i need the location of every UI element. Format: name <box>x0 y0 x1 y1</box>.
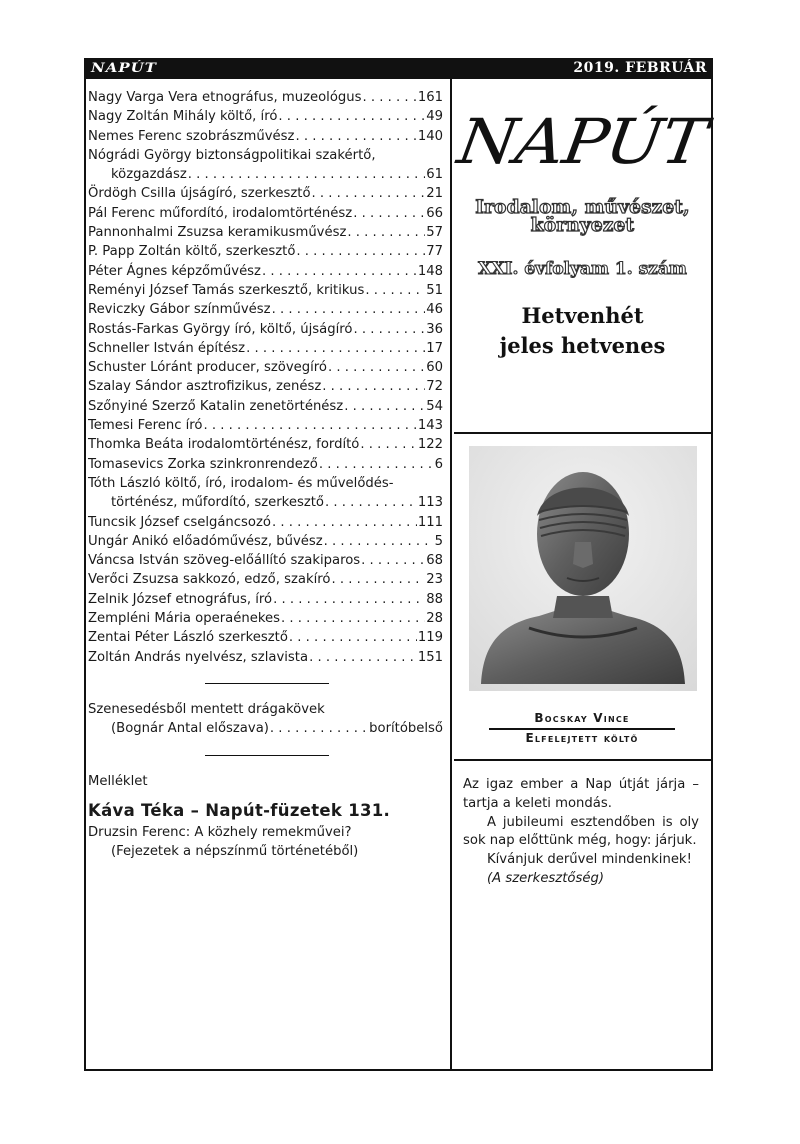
dot-leader <box>319 455 434 474</box>
contents-entry <box>88 204 443 223</box>
entry-page: 72 <box>426 379 443 395</box>
entry-name: Váncsa István szöveg-előállító szakiparos <box>88 553 361 569</box>
contents-entry <box>88 570 443 589</box>
entry-name: Zentai Péter László szerkesztő <box>88 630 288 646</box>
issue-headline <box>454 301 711 361</box>
entry-name: Szőnyiné Szerző Katalin zenetörténész <box>88 398 344 414</box>
caption-name: Bocskay Vince <box>534 711 630 725</box>
dot-leader <box>281 609 425 628</box>
entry-page: 88 <box>426 591 443 607</box>
entry-page: 61 <box>426 167 443 183</box>
supplement-label: Melléklet <box>88 773 148 789</box>
caption-bottom-rule <box>454 759 711 761</box>
contents-entry <box>88 609 443 628</box>
contents-entry <box>88 513 443 532</box>
dot-leader <box>312 184 426 203</box>
contents-list <box>88 88 443 667</box>
header-bar <box>86 58 711 79</box>
entry-name: Pál Ferenc műfordító, irodalomtörténész <box>88 205 353 221</box>
headline-line-1: Hetvenhét <box>521 303 644 328</box>
entry-page: 122 <box>417 437 443 453</box>
entry-page: 60 <box>426 360 443 376</box>
entry-name: Nagy Zoltán Mihály költő, író <box>88 109 278 125</box>
cover-photo <box>469 446 697 691</box>
motto-signature: (A szerkesztőség) <box>487 870 604 886</box>
issue-date: 2019. FEBRUÁR <box>573 60 707 76</box>
entry-name: Pannonhalmi Zsuzsa keramikusművész <box>88 225 347 241</box>
extra-line-2: (Bognár Antal előszava) <box>111 721 269 737</box>
entry-page: 148 <box>417 263 443 279</box>
entry-name: Zelnik József etnográfus, író <box>88 591 273 607</box>
contents-entry <box>88 223 443 242</box>
entry-name: Nagy Varga Vera etnográfus, muzeológus <box>88 90 362 105</box>
dot-leader <box>188 165 425 184</box>
page-frame <box>84 58 713 1071</box>
caption-rule <box>489 728 675 730</box>
motto-p3: Kívánjuk derűvel mindenkinek! <box>487 852 692 868</box>
dot-leader <box>270 719 368 738</box>
dot-leader <box>322 377 425 396</box>
magazine-subtitle <box>454 199 711 235</box>
entry-name: Nógrádi György biztonságpolitikai szakértő, <box>88 147 376 163</box>
dot-leader <box>324 532 434 551</box>
entry-page: 151 <box>417 649 443 665</box>
contents-entry <box>88 397 443 416</box>
contents-entry <box>88 358 443 377</box>
supplement-line-1: Druzsin Ferenc: A közhely remekművei? <box>88 824 352 840</box>
contents-entry <box>88 532 443 551</box>
entry-page: 17 <box>426 340 443 356</box>
contents-entry <box>88 281 443 300</box>
contents-entry <box>88 377 443 396</box>
entry-name: Reményi József Tamás szerkesztő, kritikus <box>88 282 365 298</box>
contents-entry <box>88 455 443 474</box>
dot-leader <box>246 339 425 358</box>
entry-name: Zoltán András nyelvész, szlavista <box>88 649 309 665</box>
contents-entry <box>88 435 443 454</box>
entry-name-continued: közgazdász <box>111 167 187 183</box>
entry-page: 66 <box>426 205 443 221</box>
column-divider <box>450 79 452 1069</box>
extra-page: borítóbelső <box>369 721 443 737</box>
entry-page: 21 <box>426 186 443 202</box>
contents-entry <box>88 628 443 647</box>
entry-name: Tomasevics Zorka szinkronrendező <box>88 456 318 472</box>
dot-leader <box>262 262 417 281</box>
header-logo: NAPÚT <box>91 60 157 76</box>
contents-entry <box>88 262 443 281</box>
contents-entry <box>88 184 443 203</box>
dot-leader <box>296 242 425 261</box>
entry-name: Verőci Zsuzsa sakkozó, edző, szakíró <box>88 572 331 588</box>
entry-page: 51 <box>426 282 443 298</box>
entry-page: 57 <box>426 225 443 241</box>
supplement-line-2: (Fejezetek a népszínmű történetéből) <box>111 843 359 859</box>
entry-page: 68 <box>426 553 443 569</box>
dot-leader <box>361 551 425 570</box>
contents-entry <box>88 590 443 609</box>
contents-entry <box>88 648 443 667</box>
entry-name: Ördögh Csilla újságíró, szerkesztő <box>88 186 311 202</box>
entry-name: P. Papp Zoltán költő, szerkesztő <box>88 244 296 260</box>
dot-leader <box>353 204 425 223</box>
entry-name: Temesi Ferenc író <box>88 418 203 434</box>
contents-entry <box>88 127 443 146</box>
magazine-logo: NAPÚT <box>453 105 711 178</box>
entry-name: Thomka Beáta irodalomtörténész, fordító <box>88 437 360 453</box>
entry-page: 119 <box>417 630 443 646</box>
subtitle-line-2: környezet <box>530 215 635 236</box>
editorial-motto <box>463 776 699 889</box>
contents-entry <box>88 551 443 570</box>
headline-line-2: jeles hetvenes <box>499 333 666 358</box>
entry-page: 28 <box>426 611 443 627</box>
contents-entry <box>88 242 443 261</box>
dot-leader <box>309 648 417 667</box>
entry-page: 46 <box>426 302 443 318</box>
dot-leader <box>289 628 417 647</box>
entry-name: Ungár Anikó előadóművész, bűvész <box>88 533 323 549</box>
entry-page: 77 <box>426 244 443 260</box>
dot-leader <box>344 397 425 416</box>
supplement-title: Káva Téka – Napút-füzetek 131. <box>88 800 391 820</box>
dot-leader <box>295 127 416 146</box>
entry-page: 49 <box>426 109 443 125</box>
dot-leader <box>278 107 425 126</box>
entry-page: 54 <box>426 398 443 414</box>
contents-entry <box>88 416 443 435</box>
entry-name: Zempléni Mária operaénekes <box>88 611 280 627</box>
entry-name: Rostás-Farkas György író, költő, újságíró <box>88 321 353 337</box>
dot-leader <box>272 513 417 532</box>
entry-name: Péter Ágnes képzőművész <box>88 263 261 279</box>
dot-leader <box>272 300 426 319</box>
entry-page: 143 <box>417 418 443 434</box>
dot-leader <box>353 320 425 339</box>
contents-column <box>88 88 443 861</box>
entry-page: 6 <box>434 456 443 472</box>
entry-page: 140 <box>417 128 443 144</box>
dot-leader <box>273 590 425 609</box>
motto-p2: A jubileumi esztendőben is oly sok nap előttünk még, hogy: járjuk. <box>463 814 699 849</box>
bust-sculpture-image <box>469 446 697 691</box>
contents-entry <box>88 474 443 513</box>
entry-page: 5 <box>434 533 443 549</box>
caption-title: Elfelejtett költő <box>525 731 639 745</box>
extra-line-1: Szenesedésből mentett drágakövek <box>88 701 325 717</box>
dot-leader <box>204 416 417 435</box>
entry-name: Schuster Lóránt producer, szövegíró <box>88 360 327 376</box>
entry-name: Nemes Ferenc szobrászművész <box>88 128 295 144</box>
contents-entry <box>88 339 443 358</box>
dot-leader <box>365 281 425 300</box>
entry-name-continued: történész, műfordító, szerkesztő <box>111 495 324 511</box>
contents-entry <box>88 88 443 107</box>
entry-page: 161 <box>417 90 443 105</box>
entry-name: Schneller István építész <box>88 340 246 356</box>
contents-entry <box>88 107 443 126</box>
entry-page: 113 <box>417 495 443 511</box>
dot-leader <box>360 435 416 454</box>
motto-p1: Az igaz ember a Nap útját járja – tartja a keleti mondás. <box>463 777 699 811</box>
entry-page: 23 <box>426 572 443 588</box>
contents-entry <box>88 300 443 319</box>
extra-entry <box>88 700 443 739</box>
entry-page: 111 <box>417 514 443 530</box>
dot-leader <box>328 358 425 377</box>
entry-name: Tóth László költő, író, irodalom- és művelődés- <box>88 475 394 491</box>
dot-leader <box>363 88 417 107</box>
subtitle-line-1: Irodalom, művészet, <box>475 197 690 218</box>
masthead-rule <box>454 432 711 434</box>
contents-entry <box>88 146 443 185</box>
issue-number: XXI. évfolyam 1. szám <box>478 259 687 279</box>
dot-leader <box>331 570 425 589</box>
entry-page: 36 <box>426 321 443 337</box>
entry-name: Tuncsik József cselgáncsozó <box>88 514 271 530</box>
entry-name: Szalay Sándor asztrofizikus, zenész <box>88 379 322 395</box>
dot-leader <box>347 223 425 242</box>
contents-entry <box>88 320 443 339</box>
entry-name: Reviczky Gábor színművész <box>88 302 271 318</box>
dot-leader <box>325 493 417 512</box>
